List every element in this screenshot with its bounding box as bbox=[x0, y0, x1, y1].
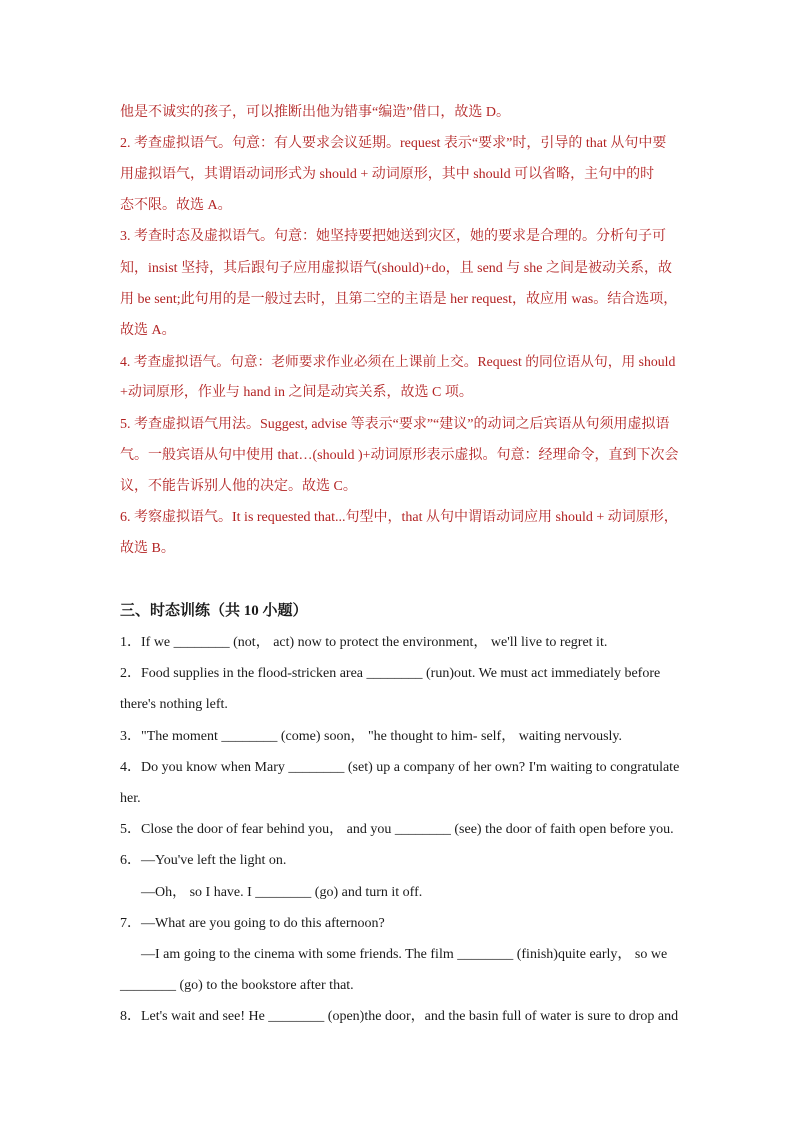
exercise-3: 3．"The moment ________ (come) soon， "he thought to him- self， waiting nervously. bbox=[120, 729, 623, 744]
exercise-4-line-1: 4．Do you know when Mary ________ (set) up a company of her own? I'm waiting to congratulate bbox=[120, 760, 680, 775]
exercise-7-line-3: ________ (go) to the bookstore after that. bbox=[120, 978, 354, 993]
answer-6-line-2: 故选 B。 bbox=[120, 541, 175, 556]
exercise-2-line-2: there's nothing left. bbox=[120, 697, 228, 712]
answer-3-line-4: 故选 A。 bbox=[120, 323, 176, 338]
answer-6-line-1: 6. 考察虚拟语气。It is requested that...句型中，that 从句中谓语动词应用 should + 动词原形， bbox=[120, 510, 678, 525]
section-heading: 三、时态训练（共 10 小题） bbox=[120, 603, 308, 619]
answer-3-line-3: 用 be sent;此句用的是一般过去时，且第二空的主语是 her request，故应用 was。结合选项， bbox=[120, 292, 678, 307]
exercise-1: 1．If we ________ (not， act) now to protect the environment， we'll live to regret it. bbox=[120, 635, 608, 650]
answer-5-line-3: 议，不能告诉别人他的决定。故选 C。 bbox=[120, 479, 357, 494]
answer-3-line-1: 3. 考查时态及虚拟语气。句意：她坚持要把她送到灾区，她的要求是合理的。分析句子可 bbox=[120, 229, 666, 244]
exercise-6-line-2: —Oh， so I have. I ________ (go) and turn it off. bbox=[141, 885, 423, 900]
exercise-2-line-1: 2．Food supplies in the flood-stricken area ________ (run)out. We must act immediately before bbox=[120, 666, 661, 681]
answer-4-line-2: +动词原形，作业与 hand in 之间是动宾关系，故选 C 项。 bbox=[120, 385, 473, 400]
exercise-5: 5．Close the door of fear behind you， and you ________ (see) the door of faith open before you. bbox=[120, 822, 674, 837]
exercise-4-line-2: her. bbox=[120, 791, 141, 806]
exercise-7-line-1: 7．—What are you going to do this afternoon? bbox=[120, 916, 385, 931]
exercise-8-line-1: 8．Let's wait and see! He ________ (open)the door，and the basin full of water is sure to drop and bbox=[120, 1009, 679, 1024]
answer-3-line-2: 知，insist 坚持，其后跟句子应用虚拟语气(should)+do，且 send 与 she 之间是被动关系，故 bbox=[120, 261, 672, 276]
exercise-7-line-2: —I am going to the cinema with some friends. The film ________ (finish)quite early， so we bbox=[141, 947, 668, 962]
answer-4-line-1: 4. 考查虚拟语气。句意：老师要求作业必须在上课前上交。Request 的同位语从句，用 should bbox=[120, 354, 676, 369]
answer-2-line-3: 态不限。故选 A。 bbox=[120, 198, 232, 213]
answer-2-line-2: 用虚拟语气，其谓语动词形式为 should + 动词原形，其中 should 可以省略，主句中的时 bbox=[120, 167, 655, 182]
exercise-6-line-1: 6．—You've left the light on. bbox=[120, 853, 287, 868]
answer-2-line-1: 2. 考查虚拟语气。句意：有人要求会议延期。request 表示“要求”时，引导的 that 从句中要 bbox=[120, 136, 667, 151]
answer-line: 他是不诚实的孩子，可以推断出他为错事“编造”借口，故选 D。 bbox=[120, 105, 511, 120]
answer-5-line-2: 气。一般宾语从句中使用 that…(should )+动词原形表示虚拟。句意：经理命令，直到下次会 bbox=[120, 448, 679, 463]
answer-5-line-1: 5. 考查虚拟语气用法。Suggest, advise 等表示“要求”“建议”的动词之后宾语从句须用虚拟语 bbox=[120, 417, 670, 432]
